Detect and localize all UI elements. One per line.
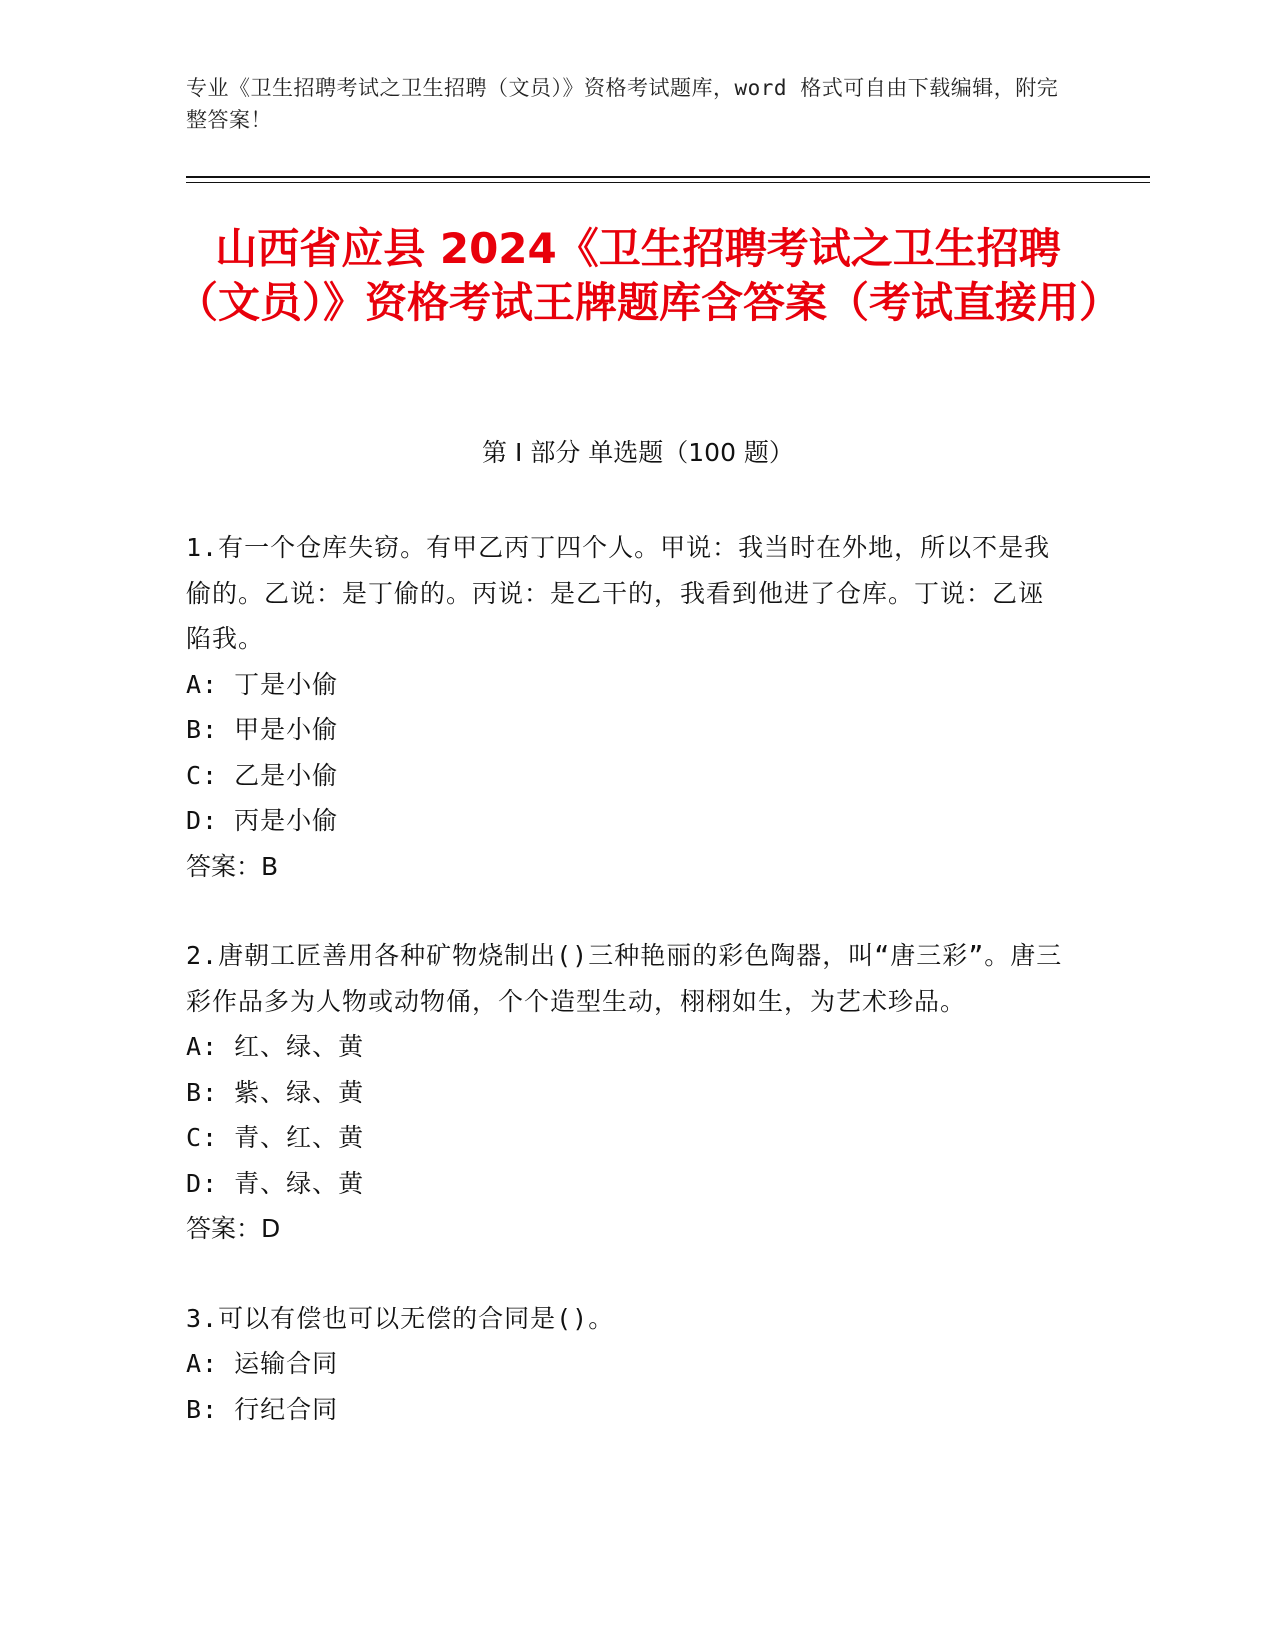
- option-a: A: 丁是小偷: [186, 669, 339, 699]
- option-c: C: 乙是小偷: [186, 760, 339, 790]
- option-a: A: 运输合同: [186, 1349, 339, 1378]
- option-b: B: 行纪合同: [186, 1394, 339, 1424]
- header-divider-thick: [186, 176, 1150, 178]
- question-stem: 1.有一个仓库失窃。有甲乙丙丁四个人。甲说：我当时在外地，所以不是我偷的。乙说：是丁偷的。丙说：是乙干的，我看到他进了仓库。丁说：乙诬陷我。: [186, 533, 1051, 653]
- header-note: 专业《卫生招聘考试之卫生招聘（文员）》资格考试题库，word 格式可自由下载编辑，附完整答案！: [186, 76, 1059, 132]
- question-list: [186, 525, 1066, 1476]
- option-b: B: 甲是小偷: [186, 715, 339, 744]
- question-item-3: [186, 1296, 1066, 1433]
- question-stem: 2.唐朝工匠善用各种矿物烧制出()三种艳丽的彩色陶器，叫“唐三彩”。唐三彩作品多为人物或动物俑，个个造型生动，栩栩如生，为艺术珍品。: [186, 941, 1063, 1016]
- option-c: C: 青、红、黄: [186, 1123, 365, 1152]
- answer-line: 答案：B: [186, 851, 279, 881]
- option-b: B: 紫、绿、黄: [186, 1077, 365, 1107]
- question-item-1: [186, 525, 1066, 889]
- option-d: D: 青、绿、黄: [186, 1168, 365, 1198]
- option-d: D: 丙是小偷: [186, 806, 339, 835]
- question-stem: 3.可以有偿也可以无偿的合同是()。: [186, 1303, 615, 1333]
- option-a: A: 红、绿、黄: [186, 1032, 365, 1061]
- question-item-2: [186, 933, 1066, 1252]
- section-title: 第 I 部分 单选题（100 题）: [482, 438, 794, 467]
- document-title: 山西省应县 2024《卫生招聘考试之卫生招聘（文员）》资格考试王牌题库含答案（考试直接用）: [176, 224, 1122, 327]
- answer-line: 答案：D: [186, 1214, 281, 1243]
- header-divider-thin: [186, 182, 1150, 183]
